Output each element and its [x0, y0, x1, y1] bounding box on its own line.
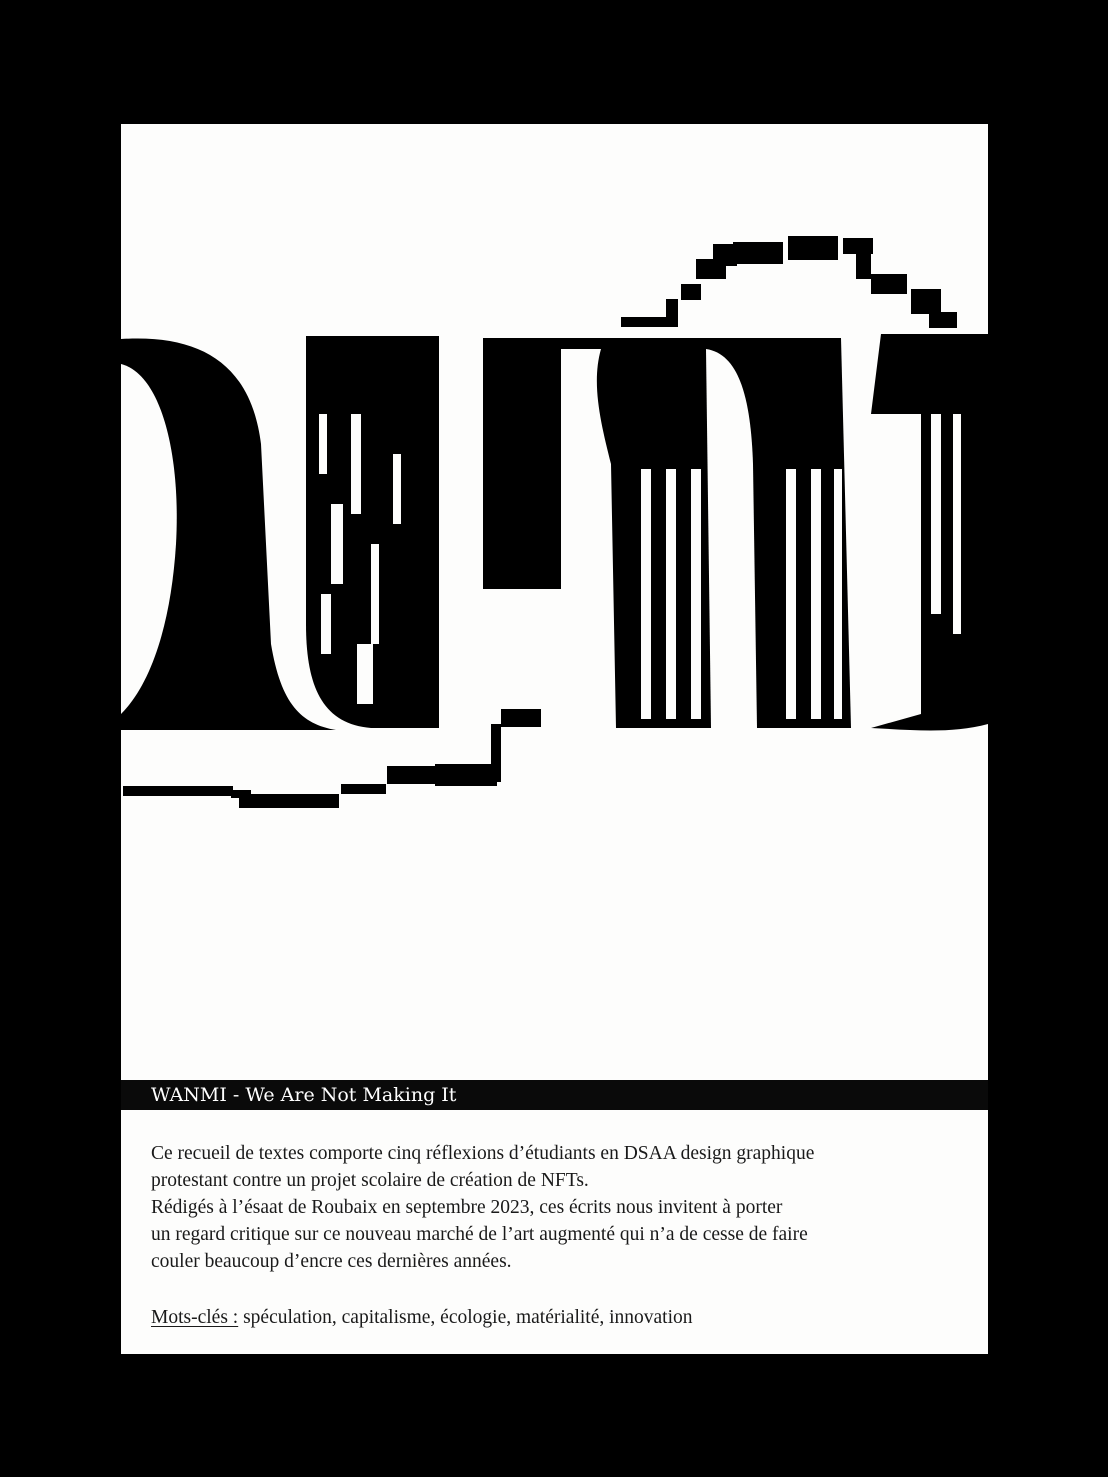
keywords-label: Mots-clés : [151, 1307, 239, 1328]
description-line: Rédigés à l’ésaat de Roubaix en septembre 2023, ces écrits nous invitent à porter [151, 1197, 783, 1218]
cover-title: WANMI - We Are Not Making It [151, 1084, 457, 1106]
glitched-lettering-artwork-icon [121, 124, 988, 1084]
book-cover [121, 124, 988, 1354]
description-line: protestant contre un projet scolaire de création de NFTs. [151, 1170, 589, 1191]
description-line: Ce recueil de textes comporte cinq réflexions d’étudiants en DSAA design graphique [151, 1143, 815, 1164]
keywords [151, 1304, 693, 1331]
title-bar [121, 1080, 988, 1110]
description-line: couler beaucoup d’encre ces dernières années. [151, 1251, 512, 1272]
description-line: un regard critique sur ce nouveau marché de l’art augmenté qui n’a de cesse de faire [151, 1224, 808, 1245]
keywords-list: spéculation, capitalisme, écologie, matérialité, innovation [243, 1307, 693, 1328]
description [151, 1140, 961, 1275]
